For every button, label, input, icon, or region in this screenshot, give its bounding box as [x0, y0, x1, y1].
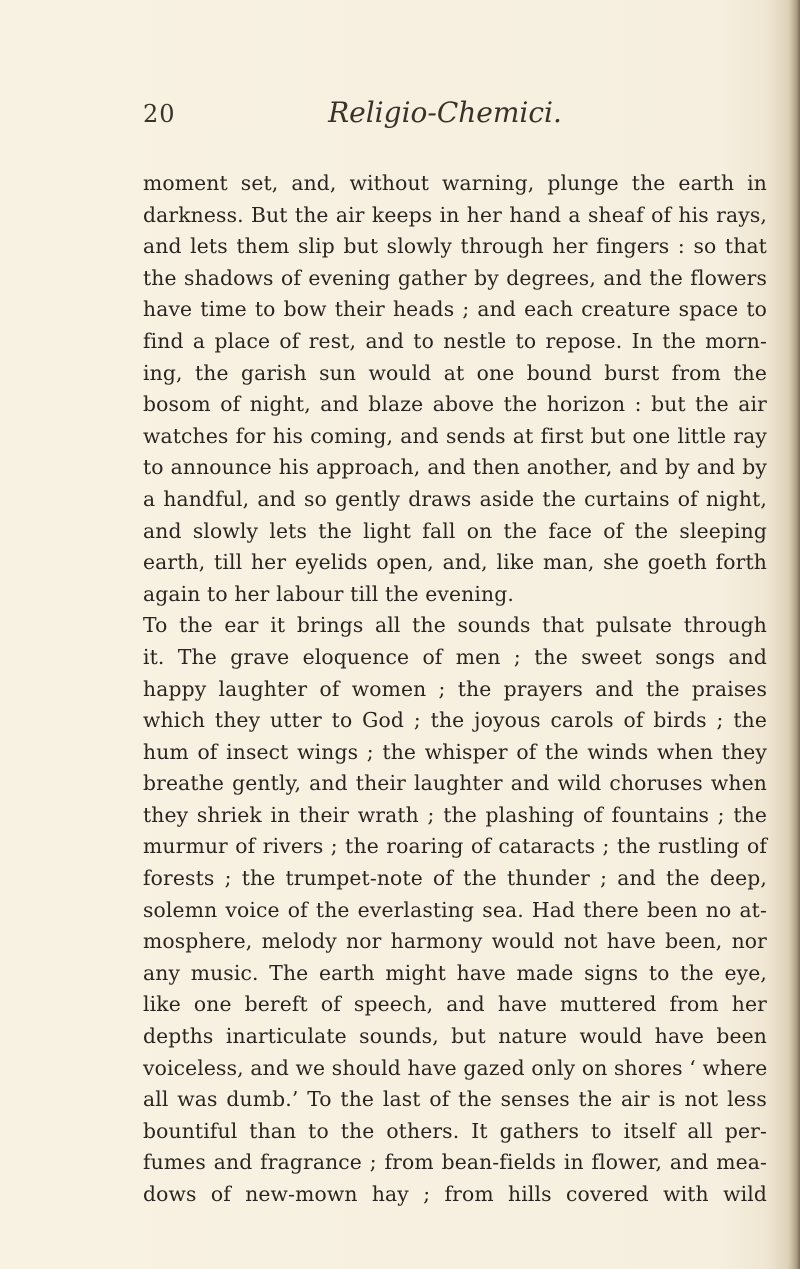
text-line: the shadows of evening gather by degrees, and the flowers — [143, 265, 767, 290]
text-line: solemn voice of the everlasting sea. Had there been no at- — [143, 897, 767, 922]
text-line: all was dumb.’ To the last of the senses the air is not less — [143, 1087, 767, 1112]
text-line: they shriek in their wrath ; the plashing of fountains ; the — [143, 802, 767, 827]
text-line: have time to bow their heads ; and each creature space to — [143, 297, 767, 322]
page-edge-shadow — [788, 0, 800, 1269]
text-line: mosphere, melody nor harmony would not have been, nor — [143, 929, 767, 954]
text-line: To the ear it brings all the sounds that pulsate through — [143, 613, 767, 638]
text-line: find a place of rest, and to nestle to repose. In the morn- — [143, 328, 767, 353]
text-line: earth, till her eyelids open, and, like man, she goeth forth — [143, 550, 767, 575]
text-line: and slowly lets the light fall on the face of the sleeping — [143, 518, 767, 543]
text-line: again to her labour till the evening. — [143, 581, 514, 606]
body-text — [143, 168, 767, 1211]
text-line: murmur of rivers ; the roaring of cataracts ; the rustling of — [143, 834, 767, 859]
text-line: forests ; the trumpet-note of the thunder ; and the deep, — [143, 866, 767, 891]
text-line: bosom of night, and blaze above the horizon : but the air — [143, 392, 767, 417]
running-header — [125, 96, 725, 140]
text-line: and lets them slip but slowly through her fingers : so that — [143, 234, 767, 259]
text-line: watches for his coming, and sends at first but one little ray — [143, 423, 767, 448]
text-line: it. The grave eloquence of men ; the sweet songs and — [143, 644, 767, 669]
text-line: fumes and fragrance ; from bean-fields in flower, and mea- — [143, 1150, 767, 1175]
text-line: dows of new-mown hay ; from hills covered with wild — [143, 1182, 767, 1206]
text-line: bountiful than to the others. It gathers to itself all per- — [143, 1118, 767, 1143]
text-line: voiceless, and we should have gazed only on shores ‘ where — [143, 1055, 768, 1080]
running-title: Religio-Chemici. — [328, 96, 562, 129]
text-line: like one bereft of speech, and have muttered from her — [143, 992, 767, 1017]
text-line: to announce his approach, and then another, and by and by — [143, 455, 767, 480]
text-line: ing, the garish sun would at one bound burst from the — [143, 360, 767, 385]
text-line: hum of insect wings ; the whisper of the winds when they — [143, 739, 767, 764]
text-line: depths inarticulate sounds, but nature would have been — [143, 1024, 767, 1049]
text-line: any music. The earth might have made signs to the eye, — [143, 960, 767, 985]
page-number: 20 — [143, 100, 176, 128]
text-line: happy laughter of women ; the prayers and the praises — [143, 676, 767, 701]
text-line: which they utter to God ; the joyous carols of birds ; the — [143, 708, 767, 733]
text-line: breathe gently, and their laughter and wild choruses when — [143, 771, 767, 796]
text-line: darkness. But the air keeps in her hand a sheaf of his rays, — [143, 202, 767, 227]
text-line: a handful, and so gently draws aside the curtains of night, — [143, 486, 767, 511]
text-line: moment set, and, without warning, plunge the earth in — [143, 171, 767, 195]
